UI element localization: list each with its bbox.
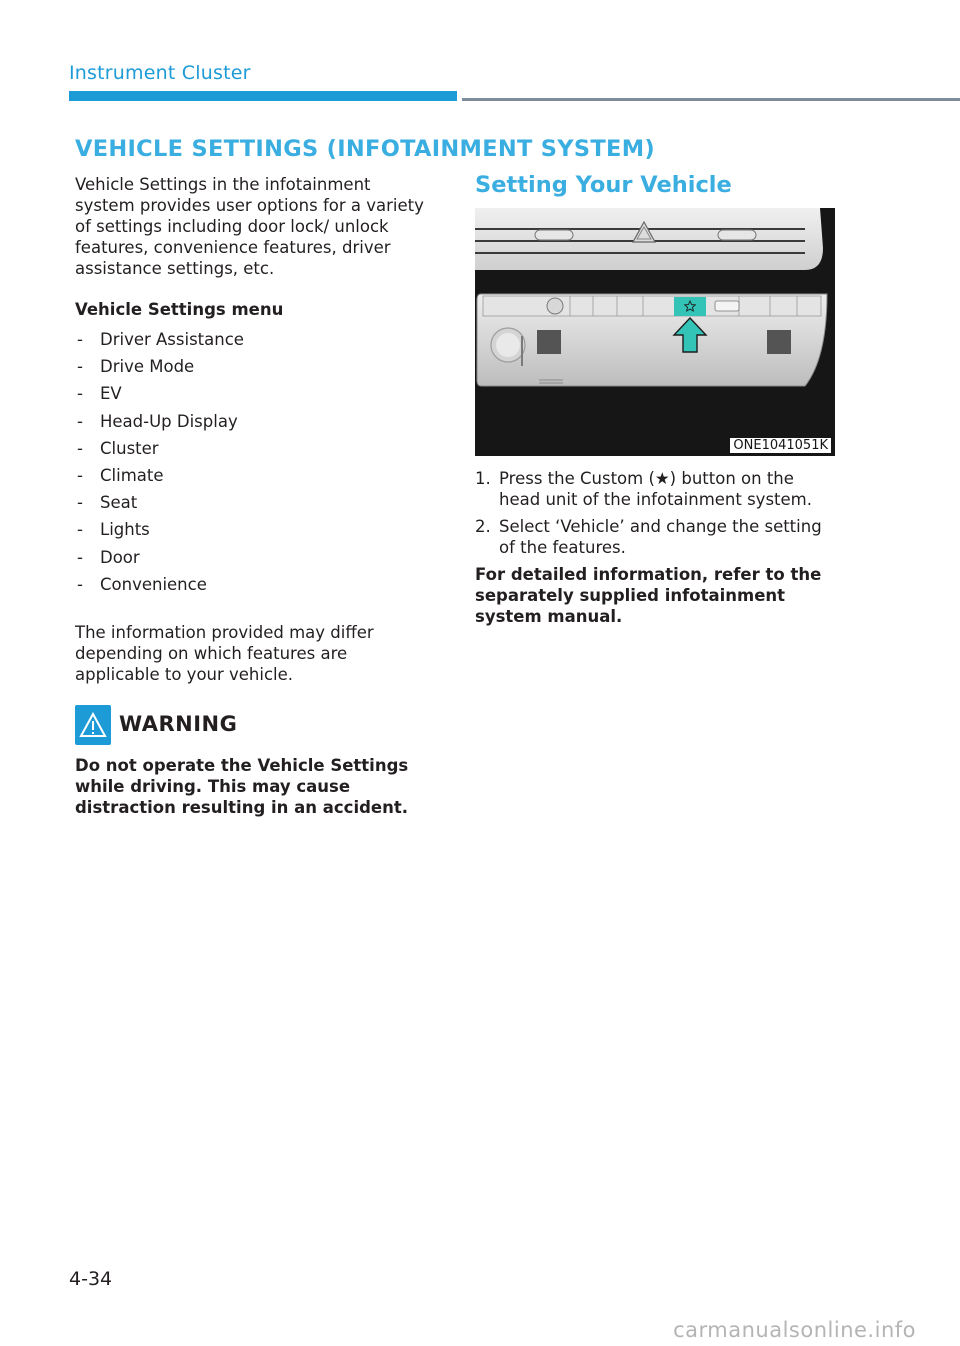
step-text: Select ‘Vehicle’ and change the setting of the features. <box>499 517 822 557</box>
step-number: 1. <box>475 469 491 488</box>
step-item <box>475 516 835 558</box>
step-text: Press the Custom (★) button on the head unit of the infotainment system. <box>499 469 812 509</box>
menu-item: - Door <box>75 544 425 571</box>
step-item <box>475 468 835 510</box>
menu-item: - Head-Up Display <box>75 408 425 435</box>
steps-list <box>475 468 835 558</box>
menu-item: - Climate <box>75 462 425 489</box>
section-title: VEHICLE SETTINGS (INFOTAINMENT SYSTEM) <box>75 136 655 162</box>
page-number: 4-34 <box>69 1268 113 1290</box>
step-number: 2. <box>475 517 491 536</box>
warning-header <box>75 705 425 745</box>
warning-label: WARNING <box>119 712 238 737</box>
menu-item: - Driver Assistance <box>75 326 425 353</box>
right-column <box>475 468 835 627</box>
menu-item: - Drive Mode <box>75 353 425 380</box>
menu-item: - Convenience <box>75 571 425 598</box>
menu-item: - Cluster <box>75 435 425 462</box>
header-rule <box>462 98 960 101</box>
subsection-title: Setting Your Vehicle <box>475 172 732 198</box>
warning-triangle-icon <box>75 705 111 745</box>
menu-item: - Seat <box>75 489 425 516</box>
intro-paragraph: Vehicle Settings in the infotainment system provides user options for a variety of settings including door lock/ unlock features, convenience features, driver assistance settings, etc. <box>75 175 424 278</box>
menu-item: - Lights <box>75 516 425 543</box>
menu-heading: Vehicle Settings menu <box>75 300 284 319</box>
watermark: carmanualsonline.info <box>673 1318 916 1342</box>
figure-code: ONE1041051K <box>730 438 831 453</box>
warning-text: Do not operate the Vehicle Settings while driving. This may cause distraction resulting in an accident. <box>75 755 409 817</box>
detail-reference: For detailed information, refer to the separately supplied infotainment system manual. <box>475 565 822 626</box>
dashboard-illustration <box>475 208 835 456</box>
menu-item: - EV <box>75 380 425 407</box>
menu-list <box>75 326 425 598</box>
applicability-note: The information provided may differ depending on which features are applicable to your vehicle. <box>75 622 374 684</box>
header-section-title: Instrument Cluster <box>69 62 251 84</box>
left-column <box>75 174 425 818</box>
header-rule-accent <box>69 91 457 101</box>
